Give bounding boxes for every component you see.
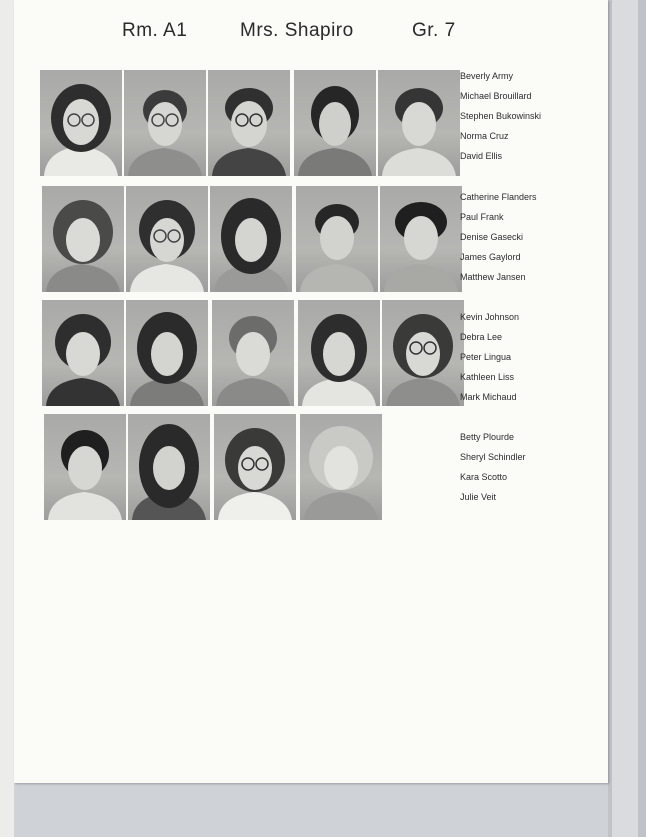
student-photo <box>126 186 208 292</box>
scan-margin <box>0 0 14 837</box>
student-name: James Gaylord <box>460 252 521 262</box>
student-photo <box>126 300 208 406</box>
student-photo <box>214 414 296 520</box>
student-name: Kara Scotto <box>460 472 508 482</box>
student-photo <box>42 186 124 292</box>
name-list <box>460 187 537 287</box>
scanner-edge-inner <box>612 0 638 837</box>
student-name: Paul Frank <box>460 212 504 222</box>
student-name: Sheryl Schindler <box>460 452 526 462</box>
student-photo <box>300 414 382 520</box>
room-label: Rm. A1 <box>122 20 188 41</box>
student-name: Kevin Johnson <box>460 312 520 322</box>
name-list <box>460 427 526 507</box>
student-photo <box>210 186 292 292</box>
name-list <box>460 307 519 407</box>
name-list <box>460 66 541 166</box>
grade-label: Gr. 7 <box>412 20 456 41</box>
student-name: Beverly Army <box>460 71 514 81</box>
student-name: Mark Michaud <box>460 392 517 402</box>
teacher-label: Mrs. Shapiro <box>240 20 354 41</box>
student-name: Michael Brouillard <box>460 91 532 101</box>
student-name: Kathleen Liss <box>460 372 515 382</box>
student-name: Stephen Bukowinski <box>460 111 542 121</box>
student-name: David Ellis <box>460 151 503 161</box>
student-photo <box>208 70 290 176</box>
student-photo <box>382 300 464 406</box>
student-name: Peter Lingua <box>460 352 512 362</box>
student-photo <box>294 70 376 176</box>
student-photo <box>44 414 126 520</box>
student-photo <box>298 300 380 406</box>
student-name: Betty Plourde <box>460 432 515 442</box>
student-photo <box>380 186 462 292</box>
student-photo <box>128 414 210 520</box>
student-name: Catherine Flanders <box>460 192 537 202</box>
student-photo <box>42 300 124 406</box>
student-photo <box>378 70 460 176</box>
student-name: Norma Cruz <box>460 131 509 141</box>
student-photo <box>40 70 122 176</box>
student-photo <box>212 300 294 406</box>
student-photo <box>124 70 206 176</box>
student-name: Denise Gasecki <box>460 232 524 242</box>
student-name: Matthew Jansen <box>460 272 526 282</box>
student-name: Debra Lee <box>460 332 503 342</box>
student-photo <box>296 186 378 292</box>
student-name: Julie Veit <box>460 492 497 502</box>
